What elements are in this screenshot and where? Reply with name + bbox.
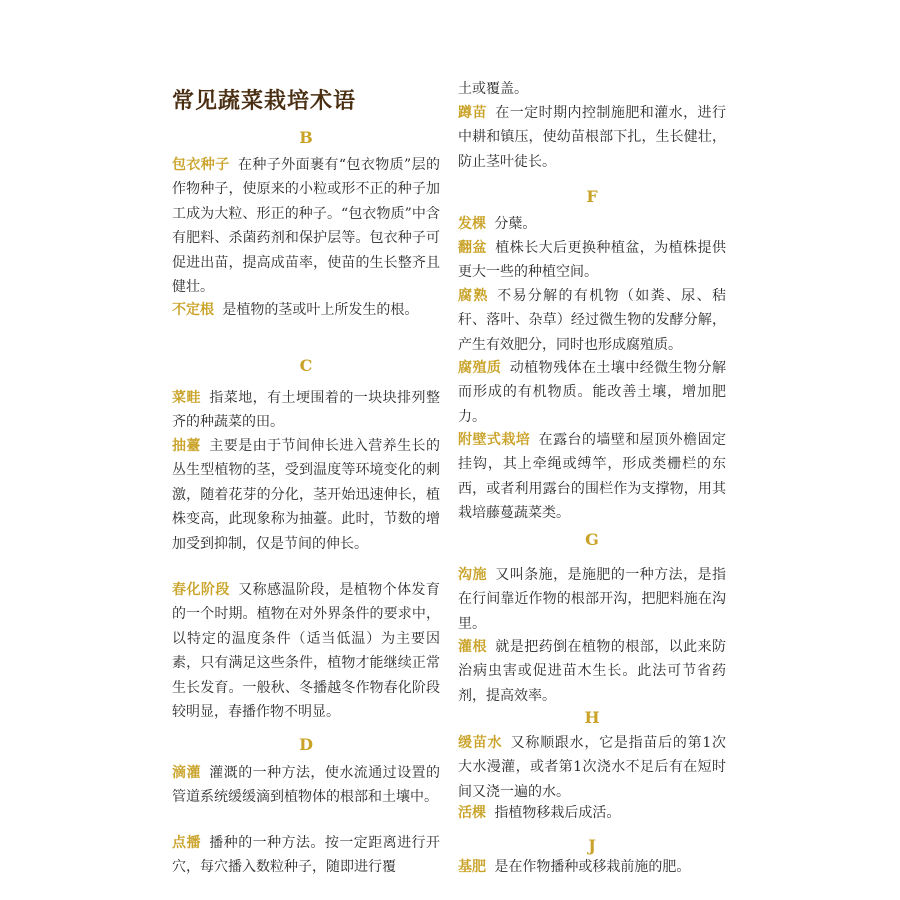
entry-definition: 指植物移栽后成活。 (494, 805, 621, 821)
section-letter-c: C (299, 356, 313, 375)
entry-definition: 指菜地，有土埂围着的一块块排列整齐的种蔬菜的田。 (172, 390, 441, 431)
page-title: 常见蔬菜栽培术语 (172, 89, 357, 114)
entry-definition: 是植物的茎或叶上所发生的根。 (222, 302, 419, 318)
glossary-entry (458, 212, 726, 236)
section-letter-b: B (299, 128, 313, 147)
entry-definition: 在种子外面裹有“包衣物质”层的作物种子，使原来的小粒或形不正的种子加工成为大粒、形正的种子。“包衣物质”中含有肥料、杀菌药剂和保护层等。包衣种子可促进出苗，提高成苗率，使苗的生长整齐且健壮。 (172, 157, 440, 296)
entry-definition: 动植物残体在土壤中经微生物分解而形成的有机物质。能改善土壤，增加肥力。 (458, 360, 727, 425)
section-letter-j: J (588, 836, 596, 855)
entry-term: 滴灌 (172, 765, 201, 781)
glossary-entry (172, 831, 440, 880)
glossary-entry (458, 284, 726, 357)
glossary-entry (172, 578, 440, 724)
entry-term: 菜畦 (172, 390, 201, 406)
glossary-entry (458, 236, 726, 285)
entry-term: 抽薹 (172, 438, 201, 454)
section-letter-g: G (585, 530, 599, 549)
entry-term: 沟施 (458, 567, 487, 583)
entry-term: 点播 (172, 835, 201, 851)
entry-term: 附壁式栽培 (458, 432, 531, 448)
glossary-entry (458, 635, 726, 708)
entry-definition: 播种的一种方法。按一定距离进行开穴，每穴播入数粒种子，随即进行覆 (172, 835, 441, 876)
section-letter-d: D (299, 735, 313, 754)
entry-definition: 又叫条施，是施肥的一种方法，是指在行间靠近作物的根部开沟，把肥料施在沟里。 (458, 567, 727, 632)
section-letter-h: H (584, 708, 600, 727)
entry-definition: 又称顺跟水，它是指苗后的第1次大水漫灌，或者第1次浇水不足后有在短时间又浇一遍的水。 (458, 735, 726, 800)
entry-term: 翻盆 (458, 240, 487, 256)
entry-definition: 灌溉的一种方法，使水流通过设置的管道系统缓缓滴到植物体的根部和土壤中。 (172, 765, 441, 806)
entry-definition: 主要是由于节间伸长进入营养生长的丛生型植物的茎，受到温度等环境变化的刺激，随着花芽的分化，茎开始迅速伸长，植株变高，此现象称为抽薹。此时，节数的增加受到抑制，仅是节间的伸长。 (172, 438, 441, 552)
entry-term: 腐殖质 (458, 360, 502, 376)
entry-definition: 不易分解的有机物（如粪、尿、秸秆、落叶、杂草）经过微生物的发酵分解，产生有效肥分，同时也形成腐殖质。 (458, 288, 727, 353)
glossary-entry (458, 855, 726, 879)
entry-term: 蹲苗 (458, 105, 487, 121)
glossary-entry-continued (458, 77, 726, 101)
entry-term: 包衣种子 (172, 157, 230, 173)
entry-definition: 分蘖。 (494, 216, 537, 232)
entry-definition: 植株长大后更换种植盆，为植株提供更大一些的种植空间。 (458, 240, 727, 281)
glossary-entry (458, 563, 726, 636)
glossary-entry (172, 434, 440, 556)
glossary-entry (458, 428, 726, 526)
entry-term: 缓苗水 (458, 735, 503, 751)
entry-term: 灌根 (458, 639, 487, 655)
entry-definition: 就是把药倒在植物的根部，以此来防治病虫害或促进苗木生长。此法可节省药剂，提高效率。 (458, 639, 727, 704)
entry-term: 发棵 (458, 216, 486, 232)
glossary-entry (458, 731, 726, 804)
glossary-entry (172, 761, 440, 810)
entry-term: 活棵 (458, 805, 486, 821)
entry-term: 腐熟 (458, 288, 489, 304)
entry-definition: 在一定时期内控制施肥和灌水，进行中耕和镇压，使幼苗根部下扎，生长健壮，防止茎叶徒长。 (458, 105, 727, 170)
entry-term: 春化阶段 (172, 582, 230, 598)
glossary-entry (172, 386, 440, 435)
entry-definition: 是在作物播种或移栽前施的肥。 (494, 859, 691, 875)
glossary-entry (458, 101, 726, 174)
entry-term: 不定根 (172, 302, 214, 318)
entry-term: 基肥 (458, 859, 486, 875)
section-letter-f: F (586, 187, 598, 206)
entry-definition: 土或覆盖。 (458, 81, 528, 97)
glossary-entry (458, 801, 726, 825)
glossary-entry (458, 356, 726, 429)
glossary-entry (172, 153, 440, 299)
entry-definition: 在露台的墙壁和屋顶外檐固定挂钩，其上牵绳或缚竿，形成类栅栏的东西，或者利用露台的围栏作为支撑物，用其栽培藤蔓蔬菜类。 (458, 432, 727, 522)
glossary-entry (172, 298, 440, 322)
entry-definition: 又称感温阶段，是植物个体发育的一个时期。植物在对外界条件的要求中，以特定的温度条件（适当低温）为主要因素，只有满足这些条件，植物才能继续正常生长发育。一般秋、冬播越冬作物春化阶段较明显，春播作物不明显。 (172, 582, 441, 721)
